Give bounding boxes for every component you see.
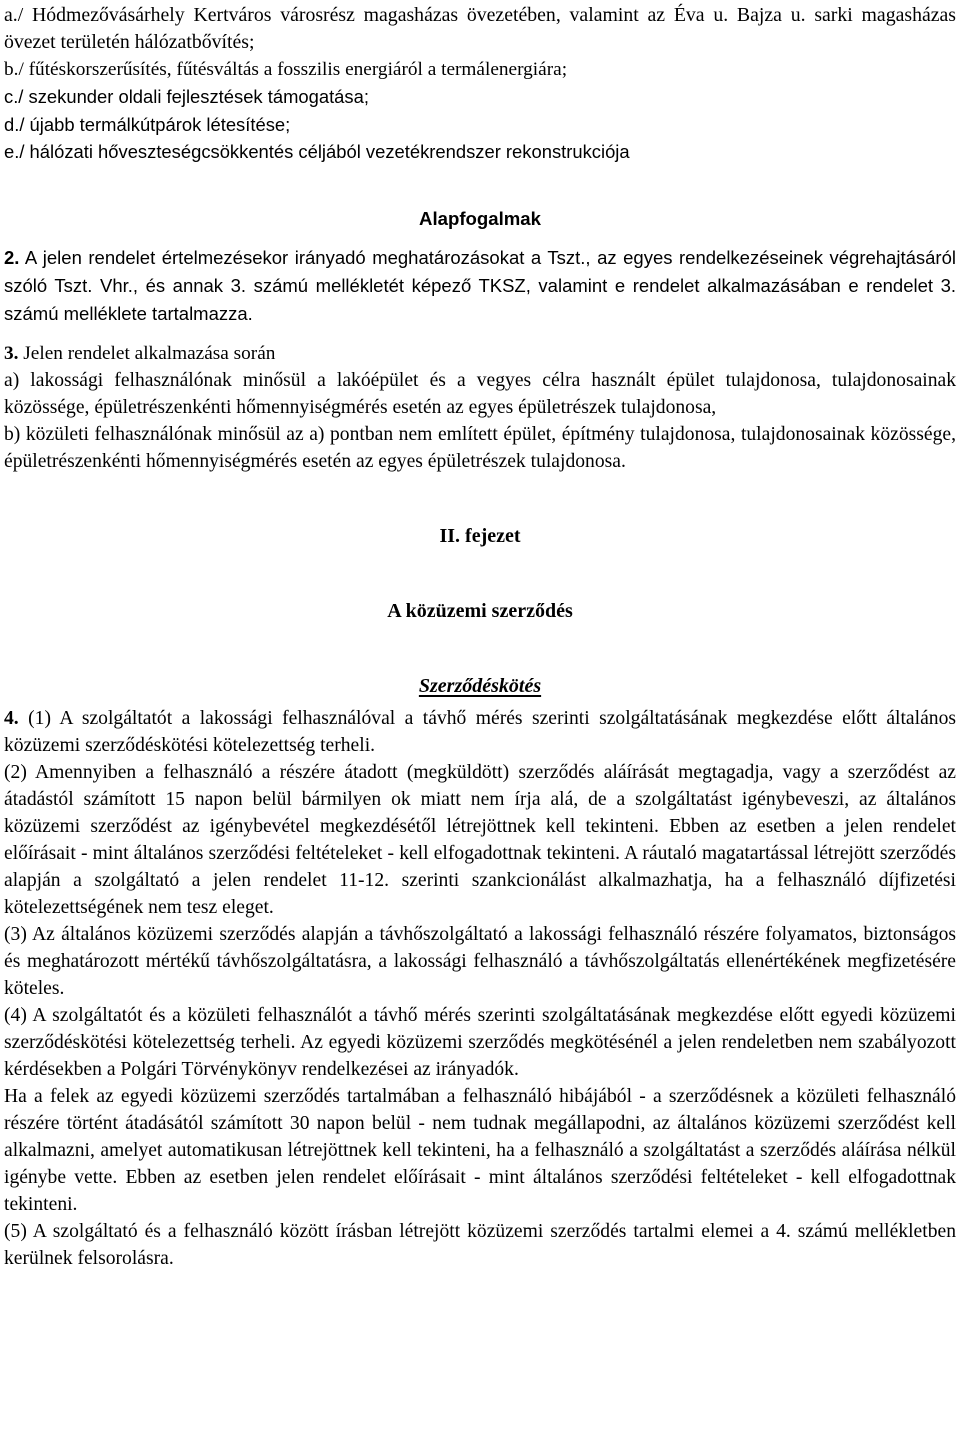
section-3-point-b: b) közületi felhasználónak minősül az a) pontban nem említett épület, építmény tulajdonosa, tulajdonosainak közössége, épületrészenkénti hőmennyiségmérés esetén az egyes épületrészek tulajdonosa. [4, 423, 956, 472]
section-4-paragraph-5: (5) A szolgáltató és a felhasználó között írásban létrejött közüzemi szerződés tartalmi elemei a 4. számú mellékletben kerülnek felsorolásra. [4, 1220, 956, 1269]
section-2-paragraph [4, 244, 956, 327]
section-4-paragraph-4b: Ha a felek az egyedi közüzemi szerződés tartalmában a felhasználó hibájából - a szerződésnek a közületi felhasználó részére történt átadásától számított 30 napon belül - nem tudnak megállapodni, az általános közüzemi szerződést kell alkalmazni, amelyet automatikusan létrejöttnek kell tekinteni, ha a felhasználó a szolgáltatást a szerződés aláírása nélkül igénybe vette. Ebben az esetben jelen rendelet előírásait - mint általános szerződési feltételeket - kell elfogadottnak tekinteni. [4, 1085, 956, 1215]
section-4-paragraph-2: (2) Amennyiben a felhasználó a részére átadott (megküldött) szerződés aláírását megtagadja, vagy a szerződést az átadástól számított 15 napon belül bármilyen ok miatt nem írja alá, de a szolgáltatást igénybeveszi, az általános közüzemi szerződést az igénybevétel megkezdésétől létrejöttnek kell tekinteni. Ebben az esetben a jelen rendelet előírásait - mint általános szerződési feltételeket - kell elfogadottnak tekinteni. A ráutaló magatartással létrejött szerződés alapján a szolgáltató a jelen rendelet 11-12. szerinti szankcionálást alkalmazhatja, ha a felhasználó díjfizetési kötelezettségének nem tesz eleget. [4, 761, 956, 918]
section-4-paragraph-3: (3) Az általános közüzemi szerződés alapján a távhőszolgáltató a lakossági felhasználó részére folyamatos, biztonságos és meghatározott mértékű távhőszolgáltatásra, a lakossági felhasználó a távhőszolgáltatás ellenértékének megfizetésére köteles. [4, 923, 956, 999]
list-item-b: b./ fűtéskorszerűsítés, fűtésváltás a fosszilis energiáról a termálenergiára; [4, 59, 568, 80]
section-3-number: 3. [4, 342, 19, 364]
section-3-point-a: a) lakossági felhasználónak minősül a lakóépület és a vegyes célra használt épület tulajdonosa, tulajdonosainak közössége, épületrészenkénti hőmennyiségmérés esetén az egyes épületrészek tulajdonosa, [4, 369, 956, 418]
list-item-a: a./ Hódmezővásárhely Kertváros városrész magasházas övezetében, valamint az Éva u. Bajza u. sarki magasházas övezet területén hálózatbővítés; [4, 4, 956, 53]
chapter-number: II. fejezet [439, 524, 521, 547]
list-item-d: d./ újabb termálkútpárok létesítése; [4, 113, 291, 135]
section-2-text: A jelen rendelet értelmezésekor irányadó meghatározásokat a Tszt., az egyes rendelkezéseinek végrehajtásáról szóló Tszt. Vhr., és annak 3. számú mellékletét képező TKSZ, valamint e rendelet alkalmazásában e rendelet 3. számú melléklete tartalmazza. [4, 247, 956, 324]
section-3-intro [4, 340, 956, 367]
section-4-paragraph-1 [4, 705, 956, 759]
section-4-paragraph-1-text: (1) A szolgáltatót a lakossági felhasználóval a távhő mérés szerinti szolgáltatásának megkezdése előtt általános közüzemi szerződéskötési kötelezettség terheli. [4, 707, 956, 756]
section-4-number: 4. [4, 707, 19, 729]
chapter-title: A közüzemi szerződés [387, 600, 573, 623]
section-2-number: 2. [4, 247, 20, 269]
chapter-subtitle: Szerződéskötés [418, 675, 542, 698]
section-heading-alapfogalmak: Alapfogalmak [419, 208, 541, 230]
section-4-paragraph-4: (4) A szolgáltatót és a közületi felhasználót a távhő mérés szerinti szolgáltatásának megkezdése előtt egyedi közüzemi szerződéskötési kötelezettség terheli. Az egyedi közüzemi szerződés megkötésénél a jelen rendeletben nem szabályozott kérdésekben a Polgári Törvénykönyv rendelkezései az irányadók. [4, 1004, 956, 1080]
section-3-intro-text: Jelen rendelet alkalmazása során [18, 342, 276, 364]
list-item-c: c./ szekunder oldali fejlesztések támogatása; [4, 86, 369, 108]
list-item-e: e./ hálózati hőveszteségcsökkentés céljából vezetékrendszer rekonstrukciója [4, 140, 630, 162]
